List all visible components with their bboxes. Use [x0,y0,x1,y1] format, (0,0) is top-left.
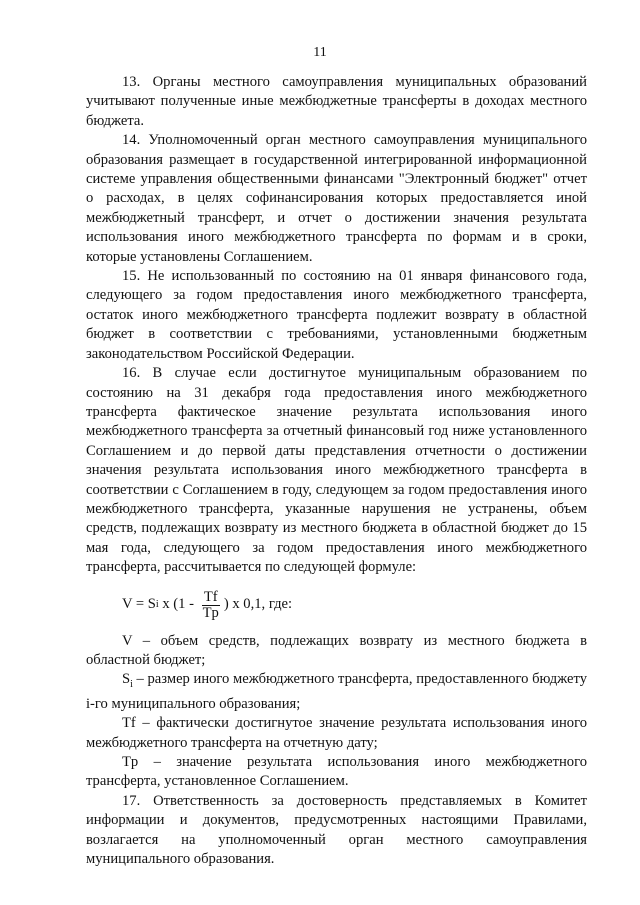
document-body [86,73,587,869]
formula-subscript: i [155,599,159,611]
definition-s [86,670,587,714]
formula-rhs: ) x 0,1, где: [223,596,293,613]
definition-tf: Tf – фактически достигнутое значение результата использования иного межбюджетного трансферта на отчетную дату; [86,715,587,751]
definition-tp: Tp – значение результата использования иного межбюджетного трансферта, установленное Соглашением. [86,753,587,790]
paragraph-15: 15. Не использованный по состоянию на 01 января финансового года, следующего за годом предоставления иного межбюджетного трансферта, остаток иного межбюджетного трансферта подлежит возврату в областной бюджет в соответствии с требованиями, установленными бюджетным законодательством Российской Федерации. [86,268,587,362]
page-number: 11 [313,45,327,60]
definition-s-text: – размер иного межбюджетного трансферта, предоставленного бюджету i-го муниципального образования; [86,671,587,712]
paragraph-16: 16. В случае если достигнутое муниципальным образованием по состоянию на 31 декабря года предоставления иного межбюджетного трансферта фактическое значение результата использования иного межбюджетного трансферта за отчетный финансовый год ниже установленного Соглашением и до первой даты представления отчетности о достижении значения результата использования иного межбюджетного трансферта в соответствии с Соглашением в году, следующем за годом предоставления иного межбюджетного трансферта, указанные нарушения не устранены, объем средств, подлежащих возврату из местного бюджета в областной бюджет до 15 мая года, следующего за годом предоставления иного межбюджетного трансферта, рассчитывается по следующей формуле: [86,365,587,576]
definition-v: V – объем средств, подлежащих возврату из местного бюджета в областной бюджет; [86,632,587,668]
paragraph-13: 13. Органы местного самоуправления муниципальных образований учитывают полученные иные межбюджетные трансферты в доходах местного бюджета. [86,74,587,129]
definition-s-symbol: S [122,671,131,688]
definition-s-subscript: i [130,679,133,691]
fraction-denominator: Tp [202,604,219,621]
fraction-numerator: Tf [203,588,218,605]
formula [122,590,292,621]
formula-lhs: V = S [122,596,156,613]
formula-block [86,578,587,626]
paragraph-14: 14. Уполномоченный орган местного самоуправления муниципального образования размещает в государственной интегрированной информационной системе управления общественными финансами "Электронный бюджет" отчет о расходах, в целях софинансирования которых предоставляется иной межбюджетный трансферт, и отчет о достижении значения результата использования иного межбюджетного трансферта по формам и в сроки, которые установлены Соглашением. [86,132,587,265]
paragraph-17: 17. Ответственность за достоверность представляемых в Комитет информации и документов, предусмотренных настоящими Правилами, возлагается на уполномоченный орган местного самоуправления муниципального образования. [86,792,587,867]
formula-fraction [201,590,221,621]
formula-mid: x (1 - [158,596,198,613]
